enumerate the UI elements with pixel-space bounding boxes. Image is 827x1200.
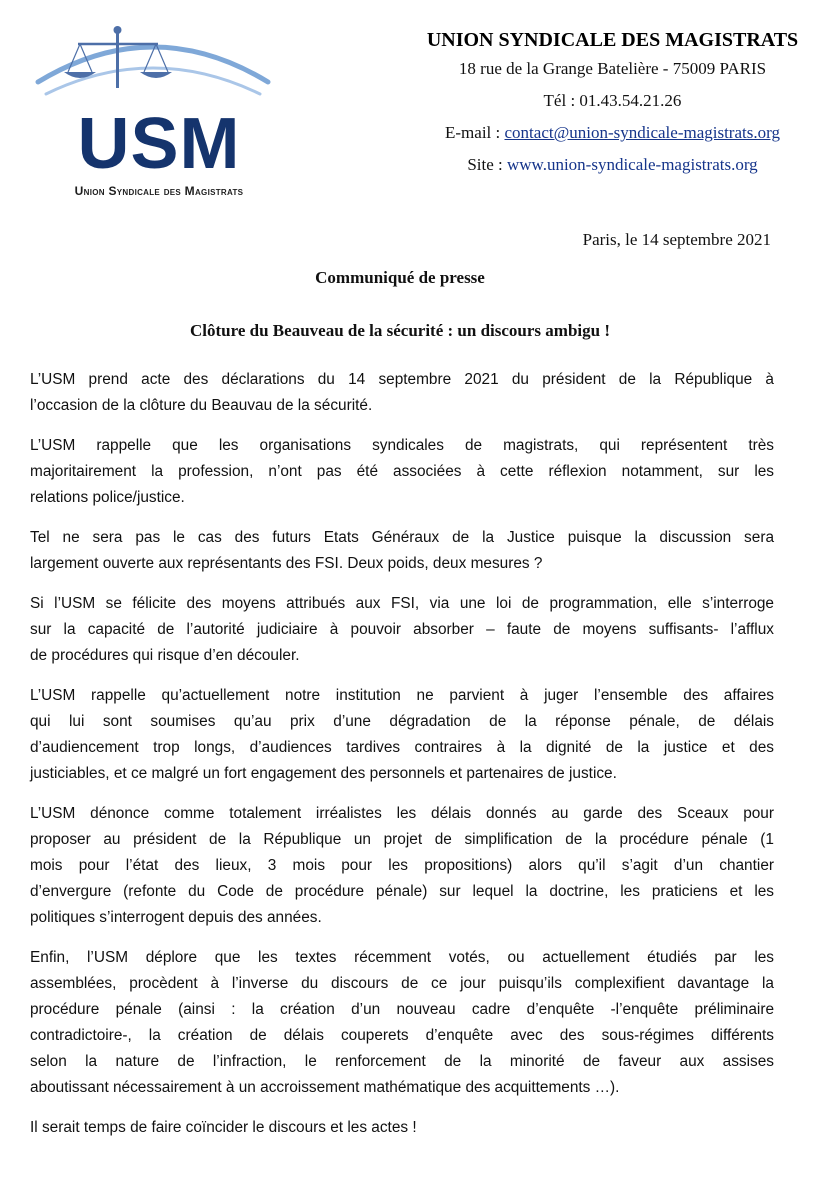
body-line: largement ouverte aux représentants des FSI. Deux poids, deux mesures ? (30, 555, 543, 572)
site-label: Site : (467, 155, 507, 174)
organization-phone: Tél : 01.43.54.21.26 (543, 91, 682, 110)
body-line: justiciables, et ce malgré un fort engagement des personnels et partenaires de justice. (30, 765, 617, 782)
body-line: selon la nature de l’infraction, le renforcement de la minorité de faveur aux assises (30, 1053, 774, 1070)
body-line: L’USM rappelle que les organisations syndicales de magistrats, qui représentent très (30, 437, 774, 454)
body-paragraph (30, 433, 774, 511)
email-label: E-mail : (445, 123, 505, 142)
body-paragraph (30, 367, 774, 419)
body-paragraph (30, 801, 774, 931)
body-line: majoritairement la profession, n’ont pas été associées à cette réflexion notamment, sur les (30, 463, 774, 480)
body-line: de procédures qui risque d’en découler. (30, 647, 300, 664)
body-paragraph (30, 525, 774, 577)
organization-email-line (400, 117, 825, 149)
body-line: Tel ne sera pas le cas des futurs Etats Généraux de la Justice puisque la discussion sera (30, 529, 774, 546)
body-line: L’USM rappelle qu’actuellement notre institution ne parvient à juger l’ensemble des affaires (30, 687, 774, 704)
logo-letters: USM (77, 104, 241, 184)
body-line: Il serait temps de faire coïncider le discours et les actes ! (30, 1119, 417, 1136)
body-line: d’envergure (refonte du Code de procédure pénale) sur lequel la doctrine, les praticiens et les (30, 883, 774, 900)
email-link[interactable]: contact@union-syndicale-magistrats.org (504, 123, 780, 142)
body-line: qui lui sont soumises qu’au prix d’une dégradation de la réponse pénale, de délais (30, 713, 774, 730)
body-line: contradictoire-, la création de délais couperets d’enquête avec des sous-régimes différents (30, 1027, 774, 1044)
body-paragraph (30, 945, 774, 1101)
organization-name: UNION SYNDICALE DES MAGISTRATS (426, 29, 799, 51)
document-body (30, 367, 774, 1155)
body-line: mois pour l’état des lieux, 3 mois pour les propositions) alors qu’il s’agit d’un chantier (30, 857, 774, 874)
body-line: L’USM prend acte des déclarations du 14 septembre 2021 du président de la République à (30, 371, 774, 388)
body-line: d’audiencement trop longs, d’audiences tardives contraires à la dignité de la justice et des (30, 739, 774, 756)
document-type: Communiqué de presse (315, 268, 485, 287)
body-line: relations police/justice. (30, 489, 185, 506)
body-line: sur la capacité de l’autorité judiciaire à pouvoir absorber – faute de moyens suffisants- l’afflux (30, 621, 774, 638)
date-line: Paris, le 14 septembre 2021 (582, 230, 771, 249)
body-line: politiques s’interrogent depuis des années. (30, 909, 322, 926)
body-paragraph (30, 1115, 774, 1141)
body-paragraph (30, 591, 774, 669)
body-line: proposer au président de la République un projet de simplification de la procédure pénale (1 (30, 831, 774, 848)
organization-site-line (400, 149, 825, 181)
logo-caption: Union Syndicale des Magistrats (74, 184, 244, 198)
scale-right-pan (140, 72, 172, 78)
logo-swoosh-lower (46, 68, 260, 94)
site-link[interactable]: www.union-syndicale-magistrats.org (506, 155, 758, 174)
body-line: assemblées, procèdent à l’inverse du discours de ce jour puisqu’ils complexifient davantage la (30, 975, 774, 992)
usm-logo (28, 22, 278, 198)
scale-column (116, 30, 119, 88)
body-line: Si l’USM se félicite des moyens attribués aux FSI, via une loi de programmation, elle s’interroge (30, 595, 774, 612)
scale-top-knob (114, 26, 122, 34)
letterhead (400, 27, 825, 181)
body-line: Enfin, l’USM déplore que les textes récemment votés, ou actuellement étudiés par les (30, 949, 774, 966)
body-line: l’occasion de la clôture du Beauvau de la sécurité. (30, 397, 373, 414)
body-line: L’USM dénonce comme totalement irréalistes les délais donnés au garde des Sceaux pour (30, 805, 774, 822)
body-line: aboutissant nécessairement à un accroissement mathématique des acquittements …). (30, 1079, 620, 1096)
document-title: Clôture du Beauveau de la sécurité : un discours ambigu ! (190, 321, 610, 340)
body-line: procédure pénale (ainsi : la création d’un nouveau cadre d’enquête -l’enquête préliminaire (30, 1001, 774, 1018)
organization-address: 18 rue de la Grange Batelière - 75009 PARIS (458, 59, 767, 78)
body-paragraph (30, 683, 774, 787)
